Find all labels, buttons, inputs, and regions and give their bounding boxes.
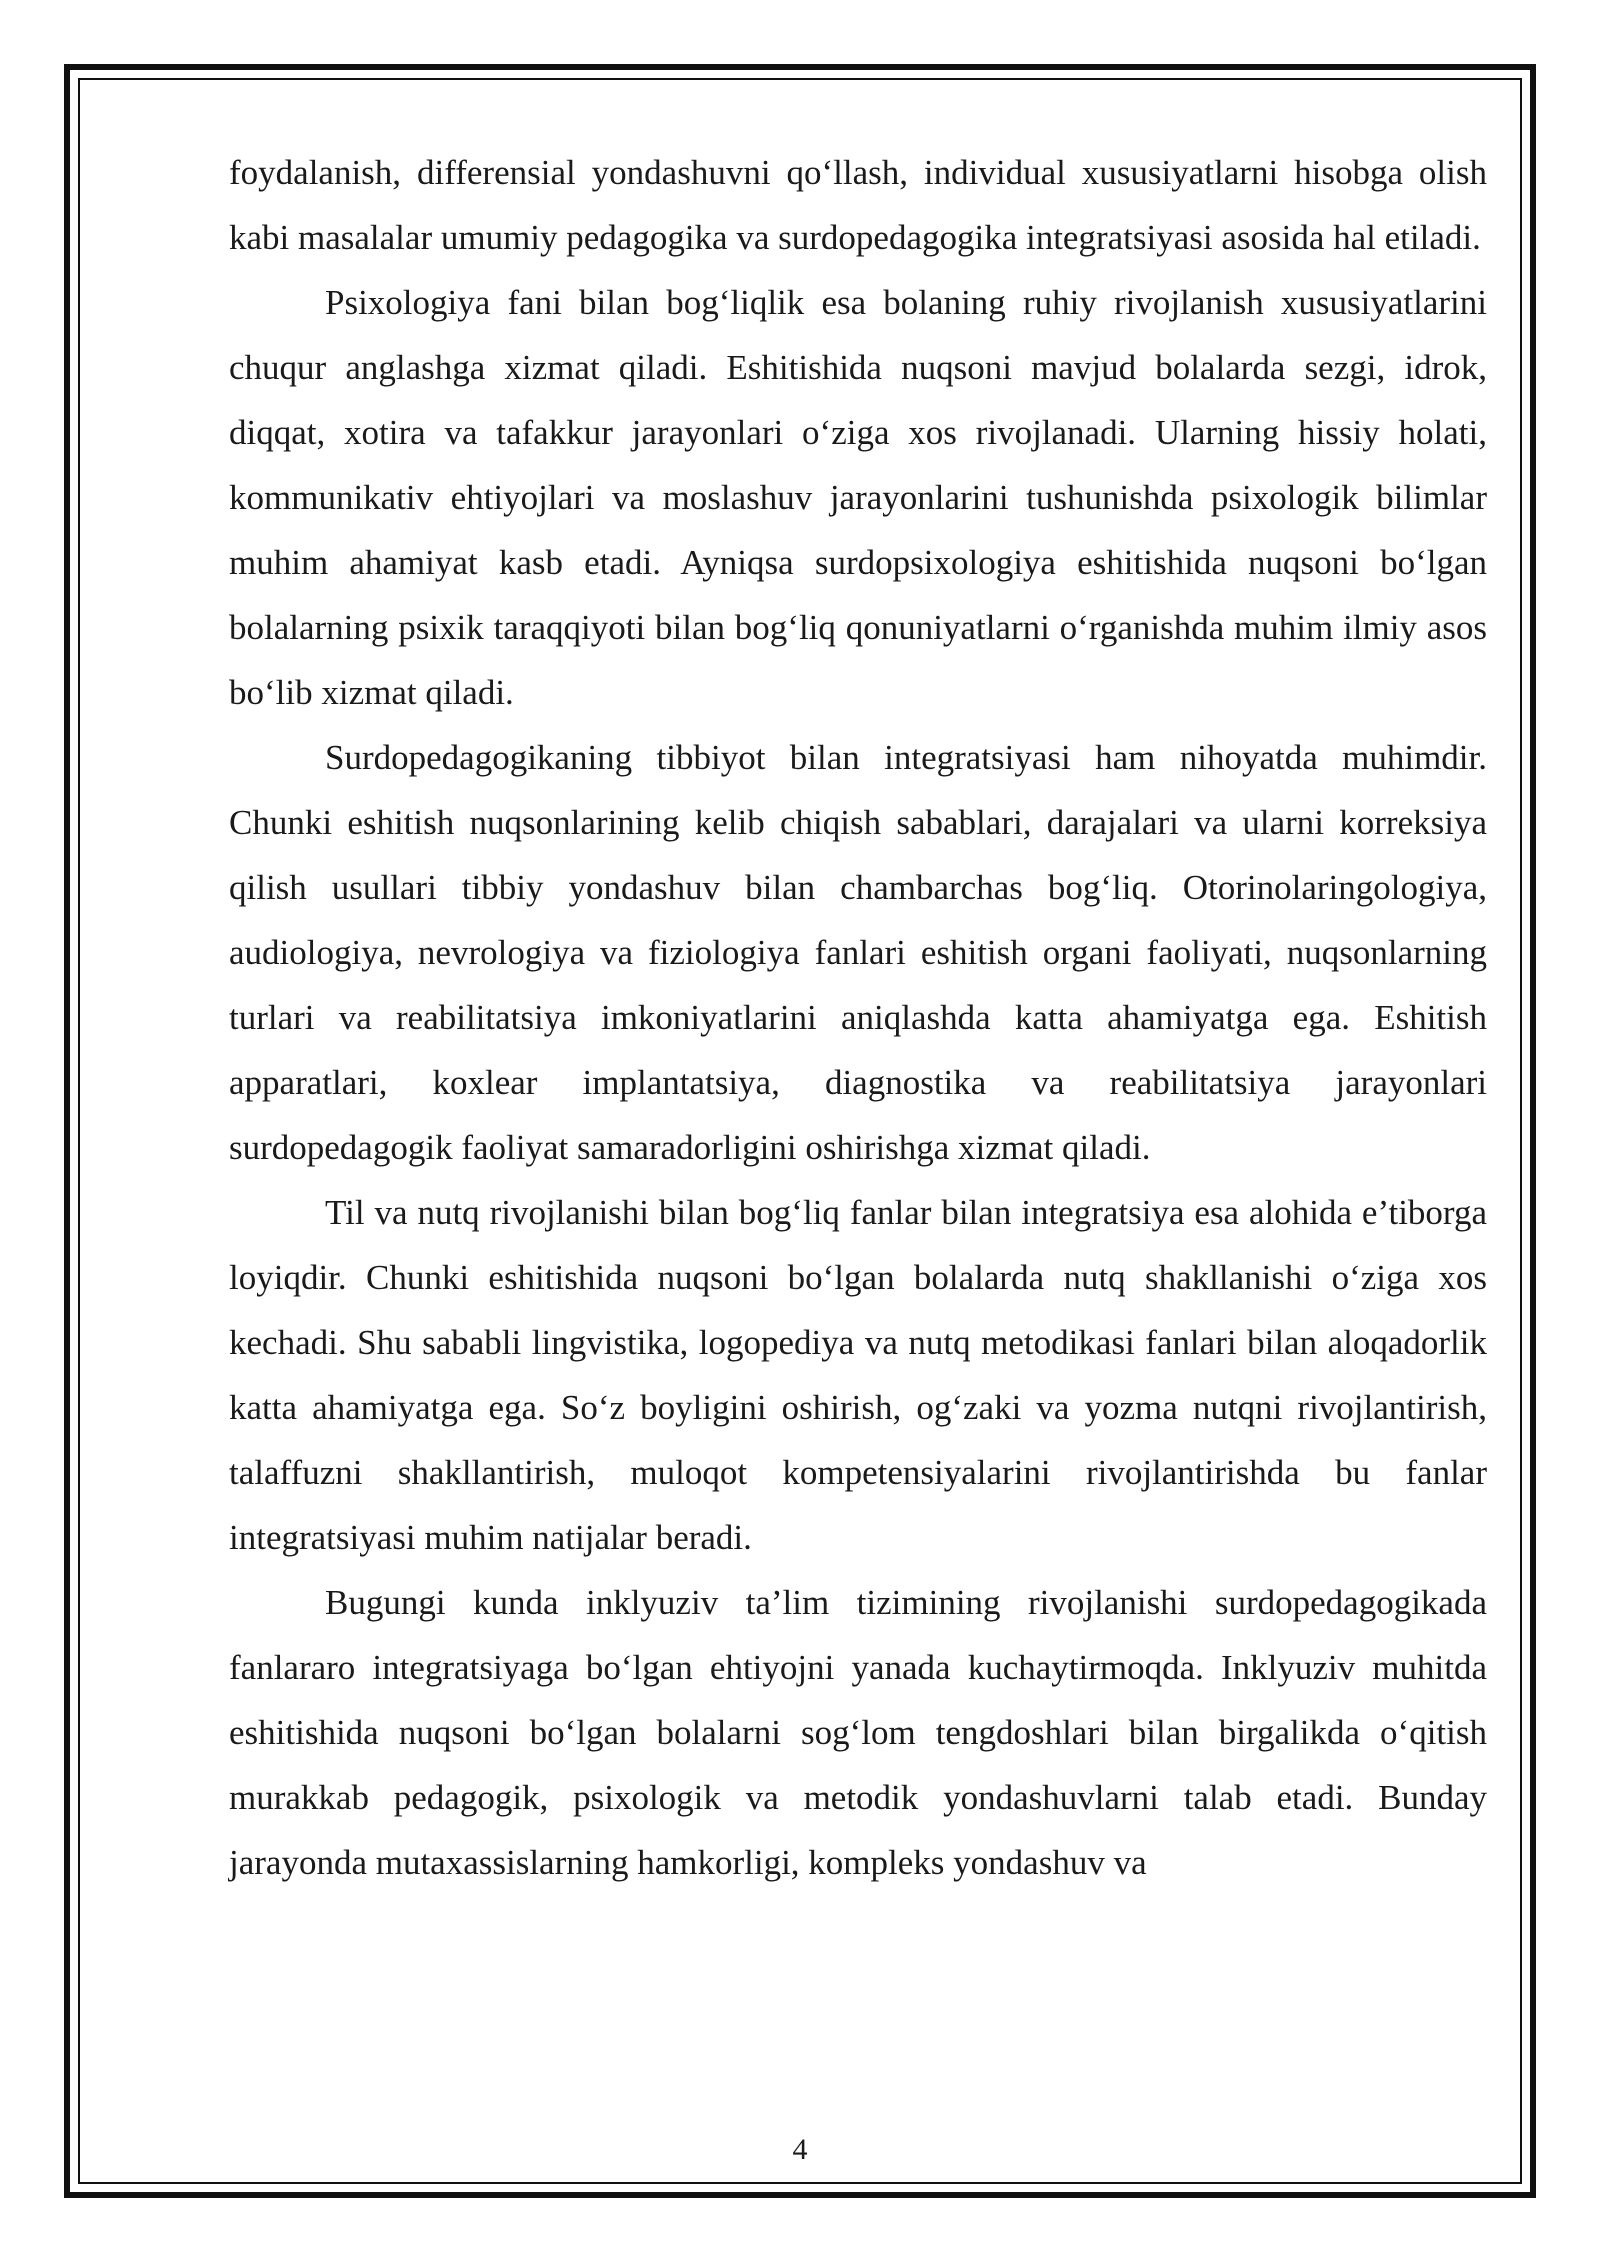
paragraph-3: Surdopedagogikaning tibbiyot bilan integratsiyasi ham nihoyatda muhimdir. Chunki eshitish nuqsonlarining kelib chiqish sabablari, darajalari va ularni korreksiya qilish usullari tibbiy yondashuv bilan chambarchas bog‘liq. Otorinolaringologiya, audiologiya, nevrologiya va fiziologiya fanlari eshitish organi faoliyati, nuqsonlarning turlari va reabilitatsiya imkoniyatlarini aniqlashda katta ahamiyatga ega. Eshitish apparatlari, koxlear implantatsiya, diagnostika va reabilitatsiya jarayonlari surdopedagogik faoliyat samaradorligini oshirishga xizmat qiladi. [229, 738, 1487, 1167]
document-body [229, 140, 1487, 1895]
page-number: 4 [792, 2133, 808, 2166]
paragraph-5: Bugungi kunda inklyuziv ta’lim tizimining rivojlanishi surdopedagogikada fanlararo integratsiyaga bo‘lgan ehtiyojni yanada kuchaytirmoqda. Inklyuziv muhitda eshitishida nuqsoni bo‘lgan bolalarni sog‘lom tengdoshlari bilan birgalikda o‘qitish murakkab pedagogik, psixologik va metodik yondashuvlarni talab etadi. Bunday jarayonda mutaxassislarning hamkorligi, kompleks yondashuv va [229, 1583, 1487, 1882]
paragraph-1: foydalanish, differensial yondashuvni qo‘llash, individual xususiyatlarni hisobga olish kabi masalalar umumiy pedagogika va surdopedagogika integratsiyasi asosida hal etiladi. [229, 153, 1487, 257]
paragraph-4: Til va nutq rivojlanishi bilan bog‘liq fanlar bilan integratsiya esa alohida e’tiborga loyiqdir. Chunki eshitishida nuqsoni bo‘lgan bolalarda nutq shakllanishi o‘ziga xos kechadi. Shu sababli lingvistika, logopediya va nutq metodikasi fanlari bilan aloqadorlik katta ahamiyatga ega. So‘z boyligini oshirish, og‘zaki va yozma nutqni rivojlantirish, talaffuzni shakllantirish, muloqot kompetensiyalarini rivojlantirishda bu fanlar integratsiyasi muhim natijalar beradi. [229, 1193, 1487, 1557]
paragraph-2: Psixologiya fani bilan bog‘liqlik esa bolaning ruhiy rivojlanish xususiyatlarini chuqur anglashga xizmat qiladi. Eshitishida nuqsoni mavjud bolalarda sezgi, idrok, diqqat, xotira va tafakkur jarayonlari o‘ziga xos rivojlanadi. Ularning hissiy holati, kommunikativ ehtiyojlari va moslashuv jarayonlarini tushunishda psixologik bilimlar muhim ahamiyat kasb etadi. Ayniqsa surdopsixologiya eshitishida nuqsoni bo‘lgan bolalarning psixik taraqqiyoti bilan bog‘liq qonuniyatlarni o‘rganishda muhim ilmiy asos bo‘lib xizmat qiladi. [229, 283, 1487, 712]
